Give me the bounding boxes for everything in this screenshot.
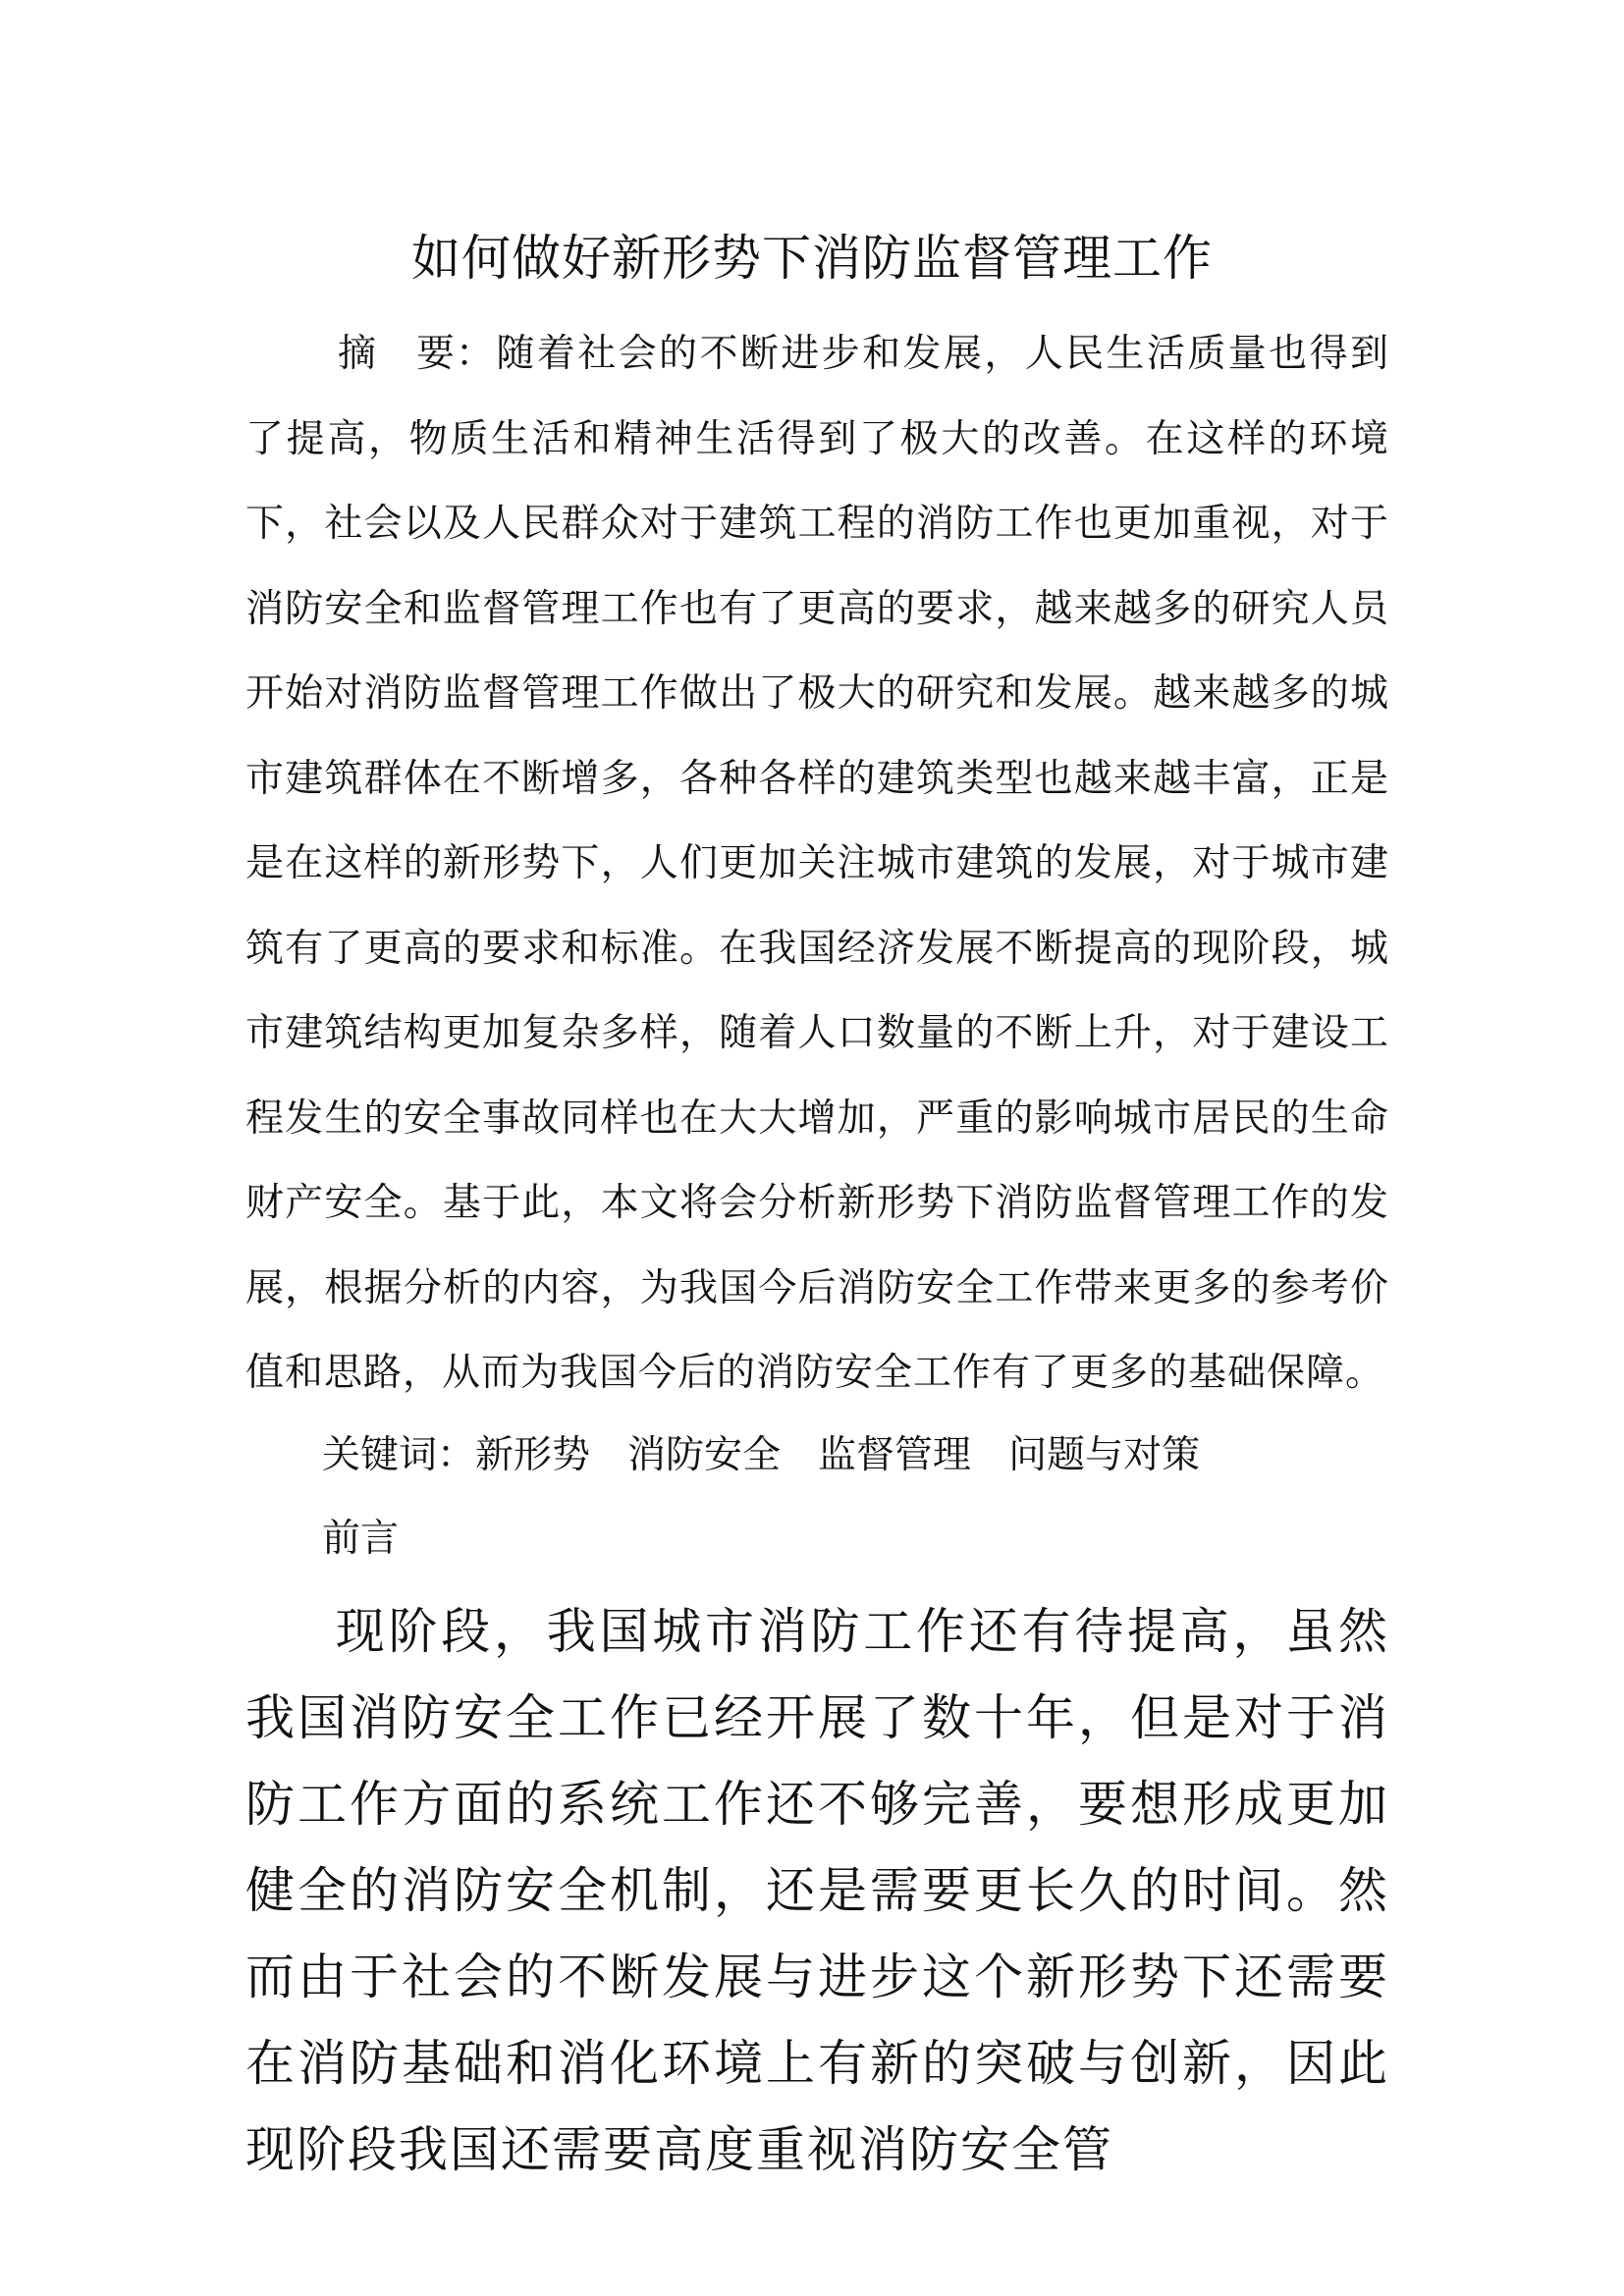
keyword-term: 问题与对策 xyxy=(1008,1433,1201,1477)
abstract-paragraph xyxy=(245,312,1389,1416)
keywords-line xyxy=(322,1414,1200,1498)
abstract-label: 摘 要： xyxy=(338,332,496,376)
keyword-term: 监督管理 xyxy=(818,1433,972,1477)
keyword-term: 消防安全 xyxy=(627,1433,782,1477)
preface-heading: 前言 xyxy=(322,1517,400,1561)
body-paragraph-text: 现阶段，我国城市消防工作还有待提高，虽然我国消防安全工作已经开展了数十年，但是对于消防工作方面的系统工作还不够完善，要想形成更加健全的消防安全机制，还是需要更长久的时间。然而由于社会的不断发展与进步这个新形势下还需要在消防基础和消化环境上有新的突破与创新，因此现阶段我国还需要高度重视消防安全管 xyxy=(245,1603,1389,2178)
document-title: 如何做好新形势下消防监督管理工作 xyxy=(411,230,1213,287)
keyword-term: 新形势 xyxy=(475,1433,591,1477)
keywords-label: 关键词： xyxy=(322,1433,476,1477)
abstract-text: 随着社会的不断进步和发展，人民生活质量也得到了提高，物质生活和精神生活得到了极大的改善。在这样的环境下，社会以及人民群众对于建筑工程的消防工作也更加重视，对于消防安全和监督管理工作也有了更高的要求，越来越多的研究人员开始对消防监督管理工作做出了极大的研究和发展。越来越多的城市建筑群体在不断增多，各种各样的建筑类型也越来越丰富，正是是在这样的新形势下，人们更加关注城市建筑的发展，对于城市建筑有了更高的要求和标准。在我国经济发展不断提高的现阶段，城市建筑结构更加复杂多样，随着人口数量的不断上升，对于建设工程发生的安全事故同样也在大大增加，严重的影响城市居民的生命财产安全。基于此，本文将会分析新形势下消防监督管理工作的发展，根据分析的内容，为我国今后消防安全工作带来更多的参考价值和思路，从而为我国今后的消防安全工作有了更多的基础保障。 xyxy=(245,332,1389,1395)
body-paragraph xyxy=(245,1588,1389,2193)
